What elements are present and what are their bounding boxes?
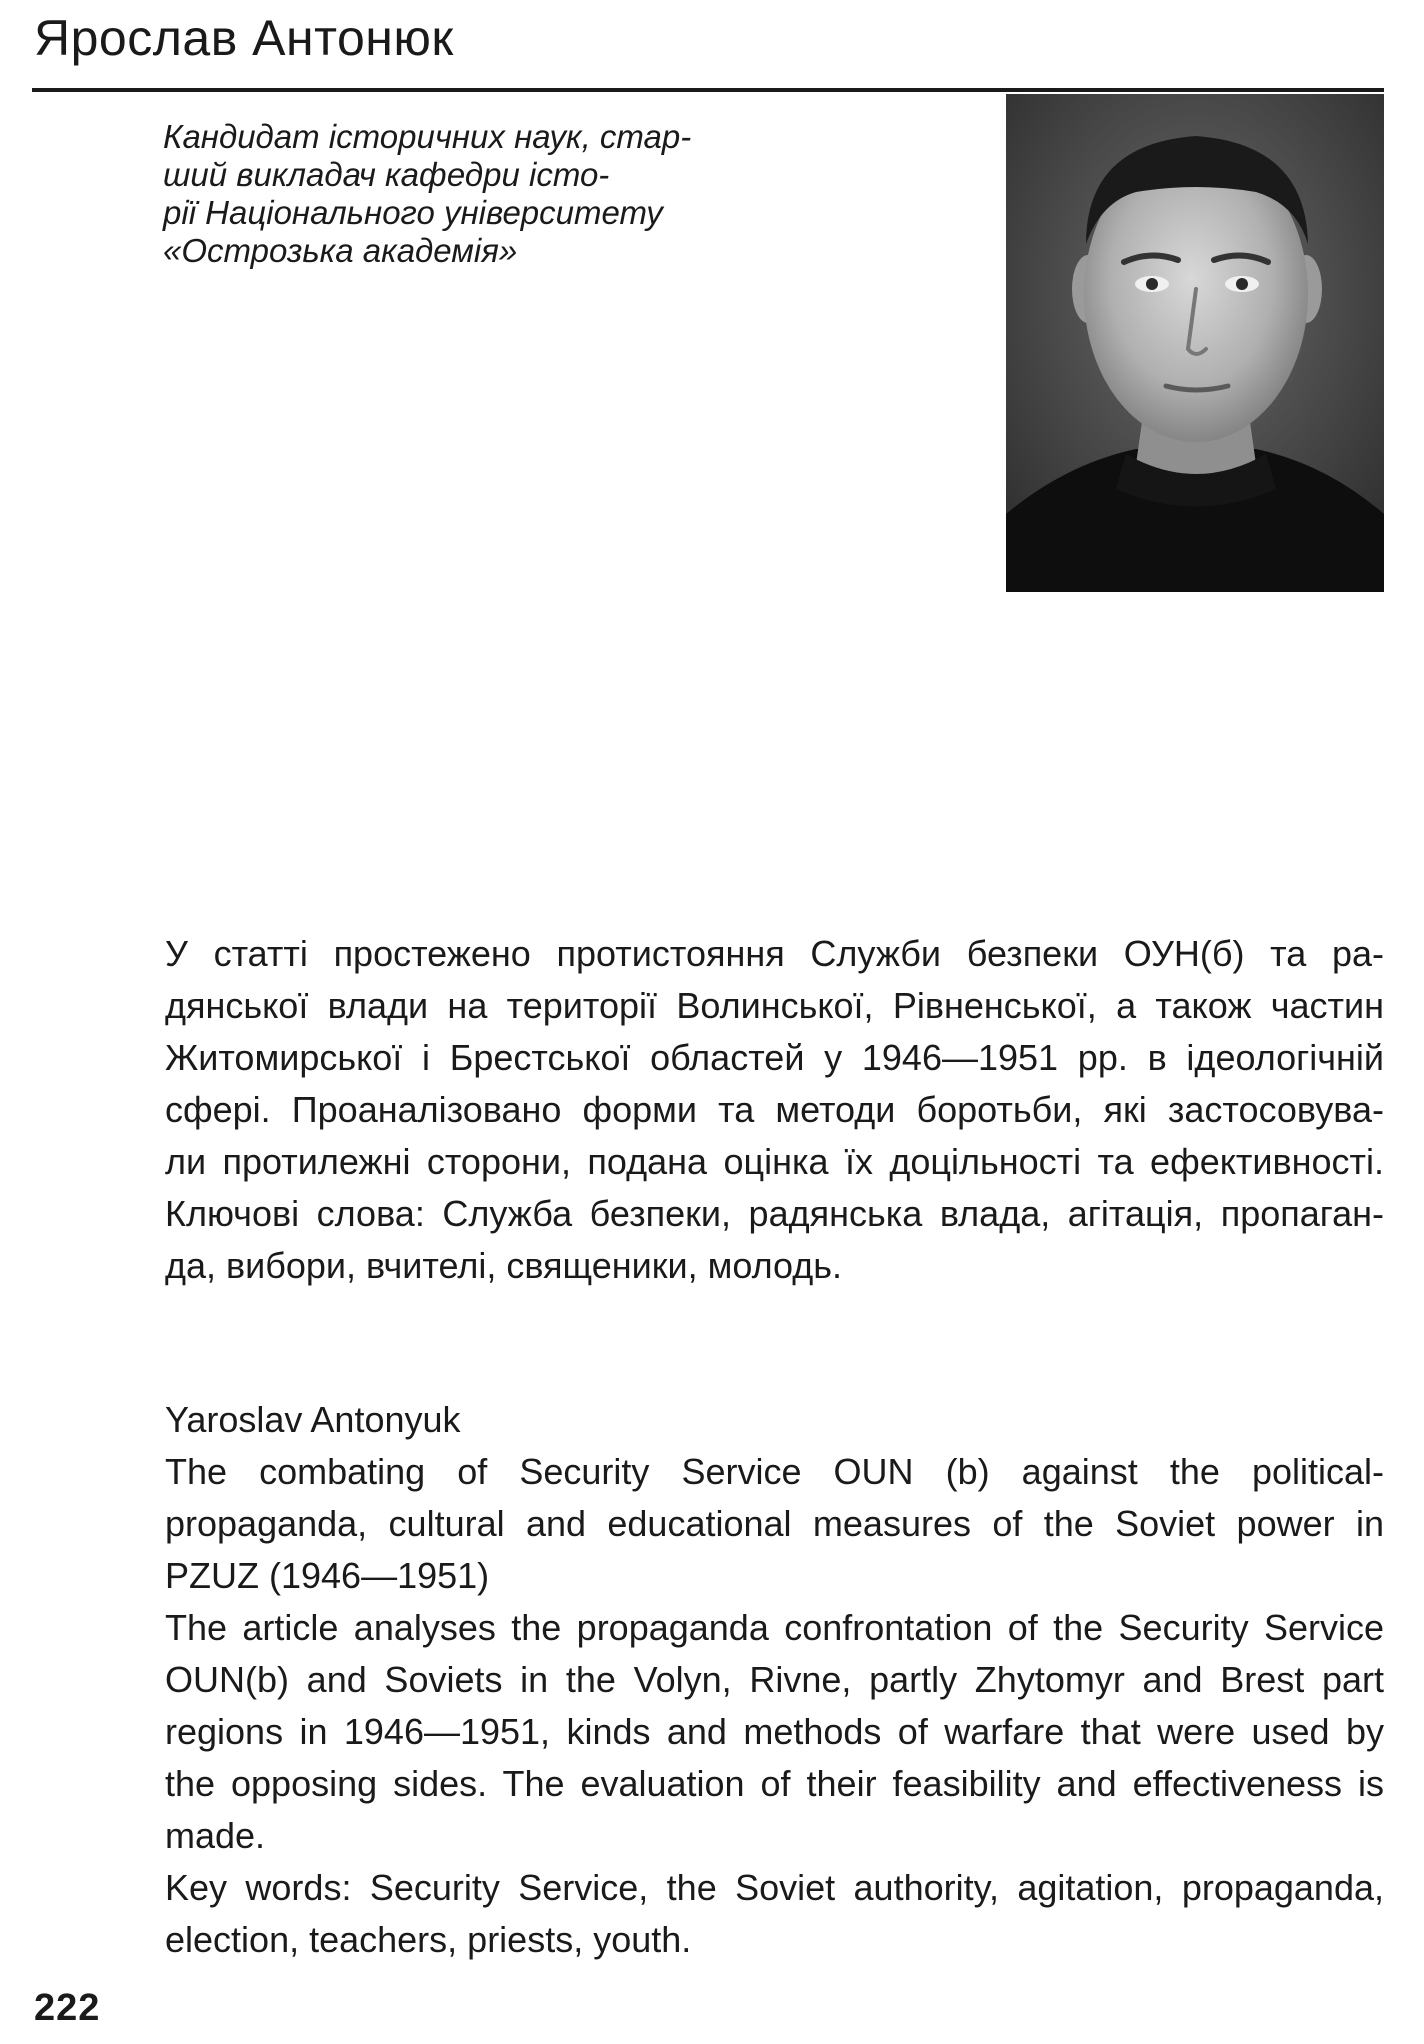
- page-number: 222: [34, 1987, 101, 2029]
- abstract-en-body-line: The article analyses the propaganda confrontation of the Security Service: [165, 1607, 1384, 1648]
- abstract-uk-line: У статті простежено протистояння Служби безпеки ОУН(б) та ра-: [165, 933, 1384, 974]
- abstract-uk-keywords-line: Ключові слова: Служба безпеки, радянська влада, агітація, пропаган-: [165, 1193, 1384, 1234]
- abstract-uk-line: ли протилежні сторони, подана оцінка їх доцільності та ефективності.: [165, 1141, 1384, 1182]
- author-affiliation: [163, 118, 803, 270]
- abstract-en-keywords-line: Key words: Security Service, the Soviet authority, agitation, propaganda,: [165, 1867, 1384, 1908]
- abstract-uk-line: дянської влади на території Волинської, Рівненської, а також частин: [165, 985, 1384, 1026]
- abstract-en-title-line: The combating of Security Service OUN (b) against the political-: [165, 1451, 1384, 1492]
- abstract-en-body-line: regions in 1946—1951, kinds and methods of warfare that were used by: [165, 1711, 1384, 1752]
- abstract-en-title-line: propaganda, cultural and educational measures of the Soviet power in: [165, 1503, 1384, 1544]
- affiliation-line: ший викладач кафедри істо-: [163, 156, 610, 193]
- abstract-en-author: Yaroslav Antonyuk: [165, 1399, 461, 1440]
- abstract-uk-keywords-line: да, вибори, вчителі, священики, молодь.: [165, 1245, 843, 1286]
- abstract-en-body-line: the opposing sides. The evaluation of their feasibility and effectiveness is: [165, 1763, 1384, 1804]
- abstract-english: [165, 1394, 1384, 1966]
- header-divider: [32, 88, 1384, 92]
- abstract-ukrainian: [165, 928, 1384, 1292]
- abstract-en-keywords-line: election, teachers, priests, youth.: [165, 1919, 692, 1960]
- abstract-uk-line: сфері. Проаналізовано форми та методи боротьби, які застосовува-: [165, 1089, 1384, 1130]
- affiliation-line: рії Національного університету: [163, 194, 663, 231]
- author-portrait-photo: [1006, 94, 1384, 592]
- affiliation-line: «Острозька академія»: [163, 232, 518, 269]
- abstract-en-title-line: PZUZ (1946—1951): [165, 1555, 490, 1596]
- abstract-en-body-line: made.: [165, 1815, 266, 1856]
- portrait-illustration: [1006, 94, 1384, 592]
- abstract-en-body-line: OUN(b) and Soviets in the Volyn, Rivne, partly Zhytomyr and Brest part: [165, 1659, 1384, 1700]
- abstract-uk-line: Житомирської і Брестської областей у 1946—1951 рр. в ідеологічній: [165, 1037, 1384, 1078]
- author-name-header: Ярослав Антонюк: [34, 10, 454, 66]
- affiliation-line: Кандидат історичних наук, стар-: [163, 118, 692, 155]
